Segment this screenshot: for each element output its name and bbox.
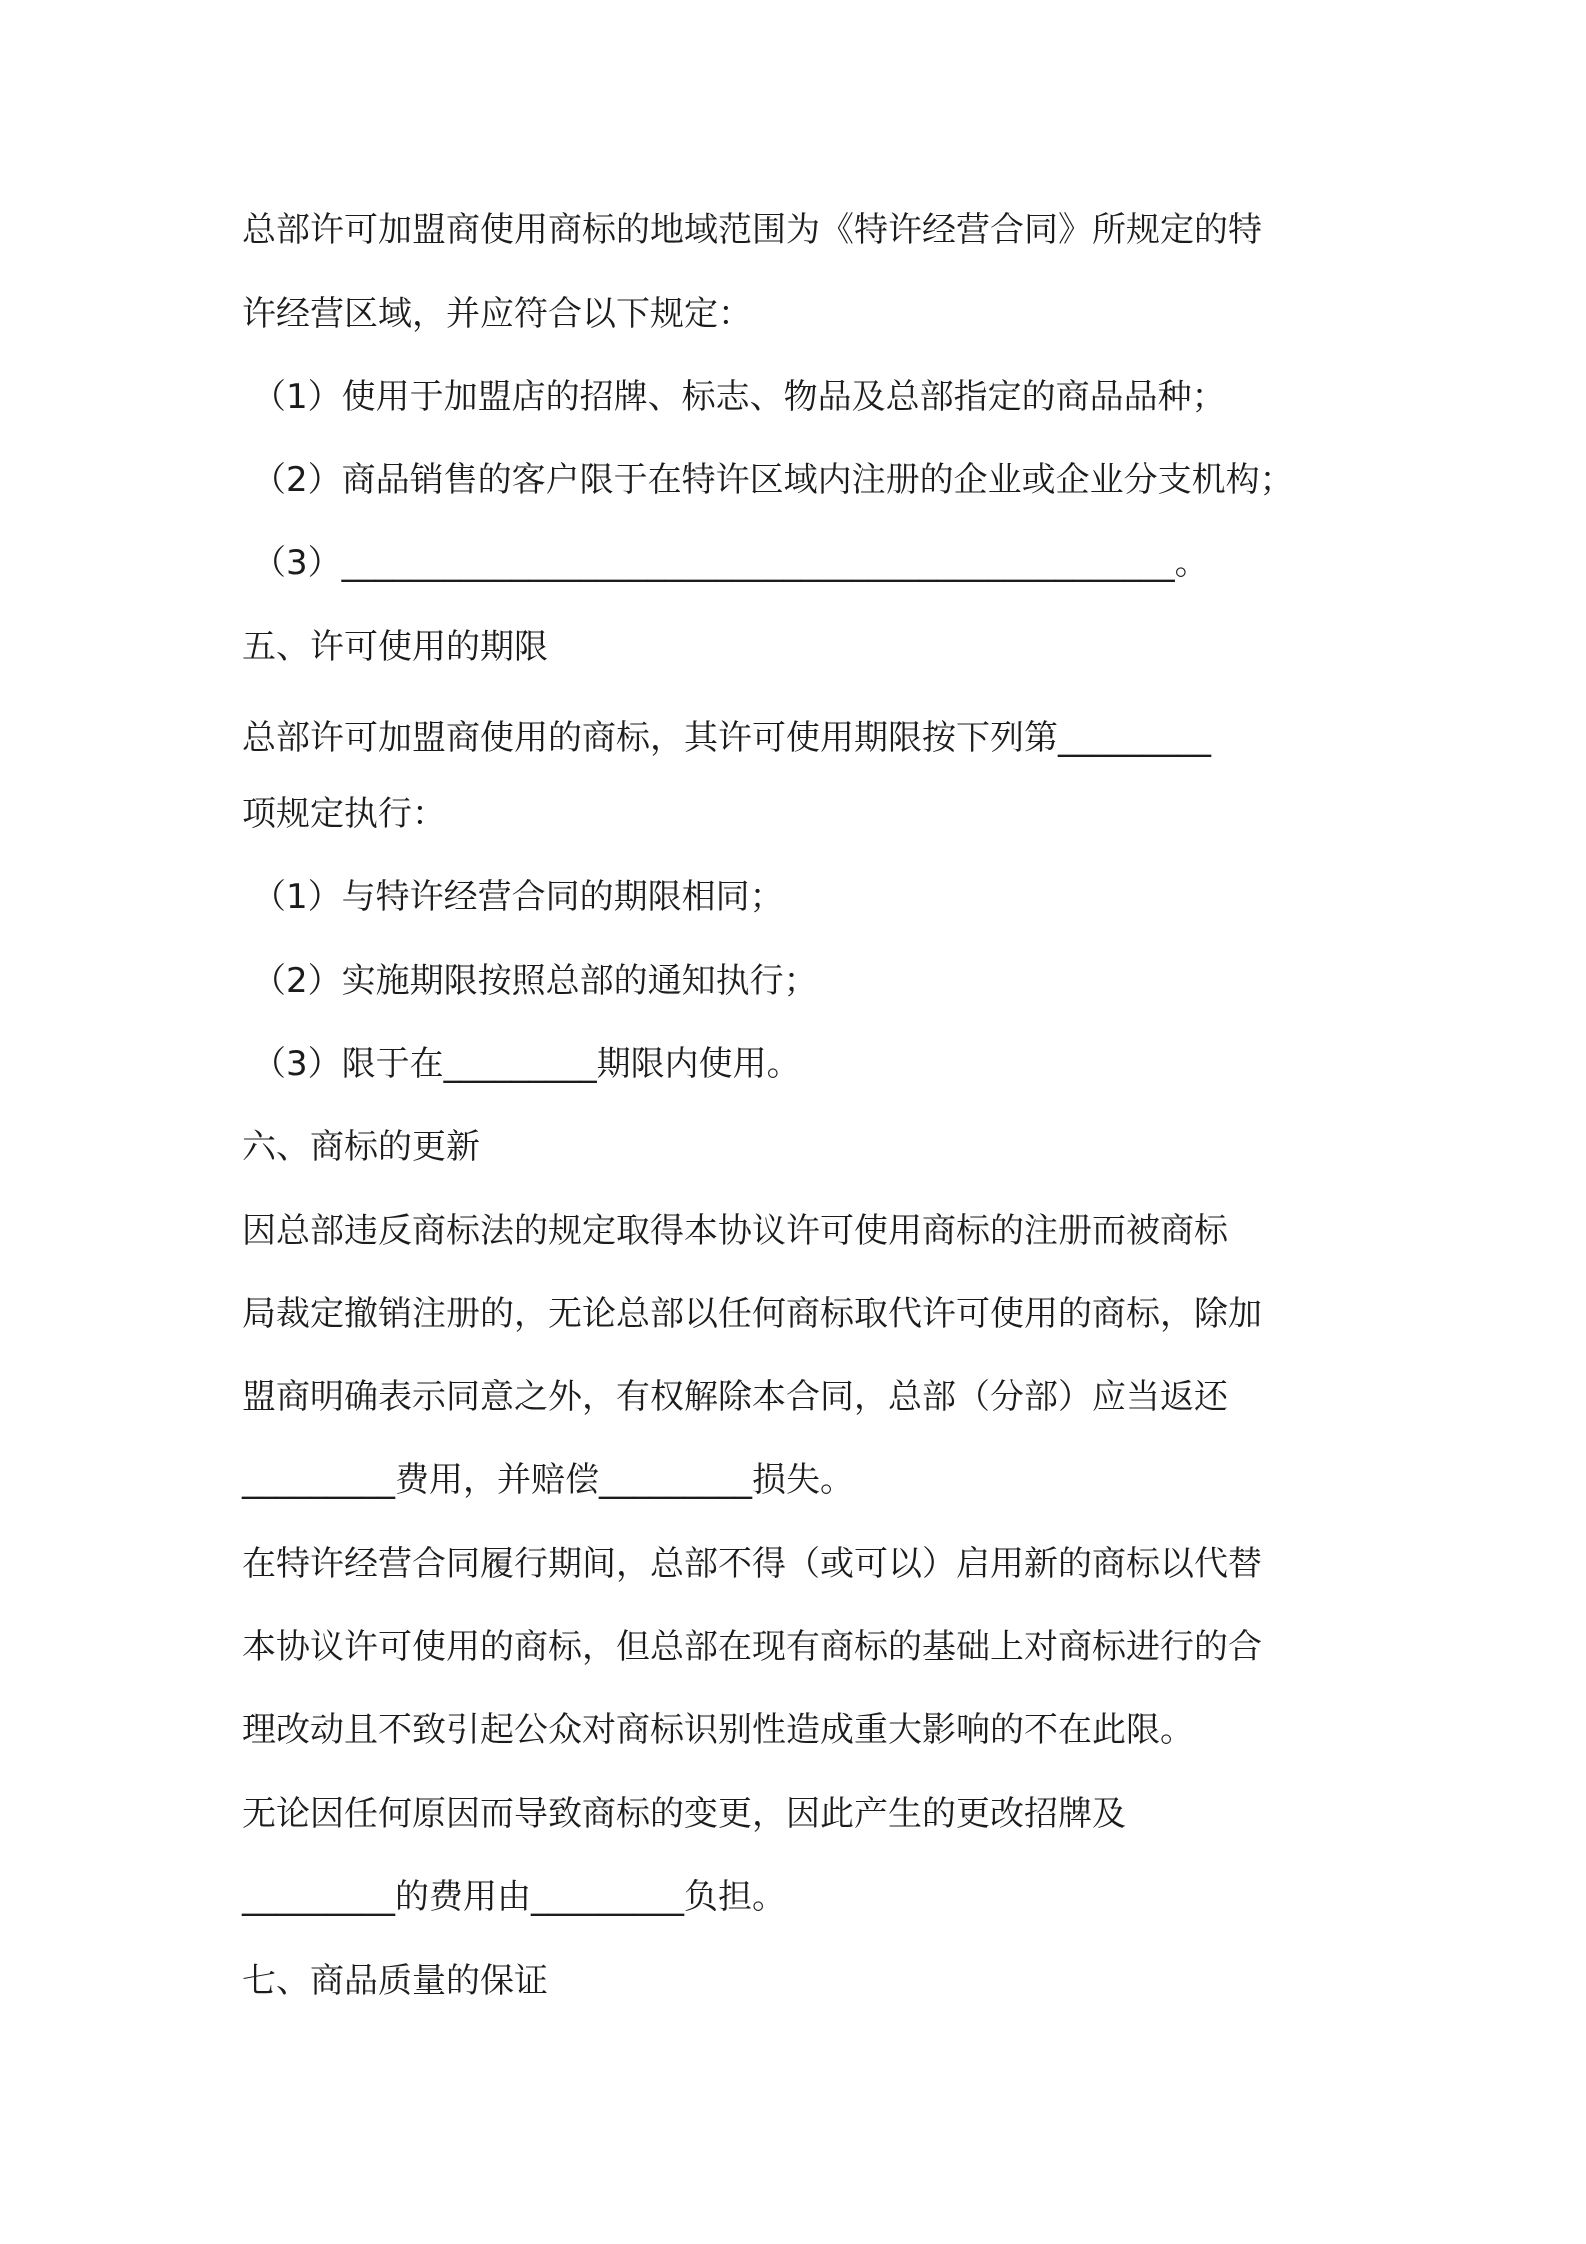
list-item: （2）实施期限按照总部的通知执行； <box>252 961 818 1001</box>
paragraph-line: 无论因任何原因而导致商标的变更，因此产生的更改招牌及 <box>242 1794 1126 1834</box>
section-heading: 七、商品质量的保证 <box>242 1961 548 2001</box>
paragraph-line: 在特许经营合同履行期间，总部不得（或可以）启用新的商标以代替 <box>242 1544 1262 1584</box>
list-item: （1）使用于加盟店的招牌、标志、物品及总部指定的商品品种； <box>252 377 1226 417</box>
paragraph-line: _________费用，并赔偿_________损失。 <box>242 1460 854 1500</box>
paragraph-line: 总部许可加盟商使用的商标，其许可使用期限按下列第_________ <box>242 718 1211 758</box>
paragraph-line: _________的费用由_________负担。 <box>242 1877 786 1917</box>
list-item: （3）限于在_________期限内使用。 <box>252 1044 801 1084</box>
paragraph-line: 局裁定撤销注册的，无论总部以任何商标取代许可使用的商标，除加 <box>242 1294 1262 1334</box>
section-heading: 六、商标的更新 <box>242 1127 480 1167</box>
list-item: （1）与特许经营合同的期限相同； <box>252 877 784 917</box>
paragraph-line: 本协议许可使用的商标，但总部在现有商标的基础上对商标进行的合 <box>242 1627 1262 1667</box>
list-item: （3）_________________________________________________。 <box>252 543 1209 583</box>
paragraph-line: 因总部违反商标法的规定取得本协议许可使用商标的注册而被商标 <box>242 1211 1228 1251</box>
paragraph-line: 许经营区域，并应符合以下规定： <box>242 294 752 334</box>
paragraph-line: 理改动且不致引起公众对商标识别性造成重大影响的不在此限。 <box>242 1710 1194 1750</box>
list-item: （2）商品销售的客户限于在特许区域内注册的企业或企业分支机构； <box>252 460 1294 500</box>
paragraph-line: 项规定执行： <box>242 794 446 834</box>
section-heading: 五、许可使用的期限 <box>242 627 548 667</box>
paragraph-line: 盟商明确表示同意之外，有权解除本合同，总部（分部）应当返还 <box>242 1377 1228 1417</box>
paragraph-line: 总部许可加盟商使用商标的地域范围为《特许经营合同》所规定的特 <box>242 210 1262 250</box>
